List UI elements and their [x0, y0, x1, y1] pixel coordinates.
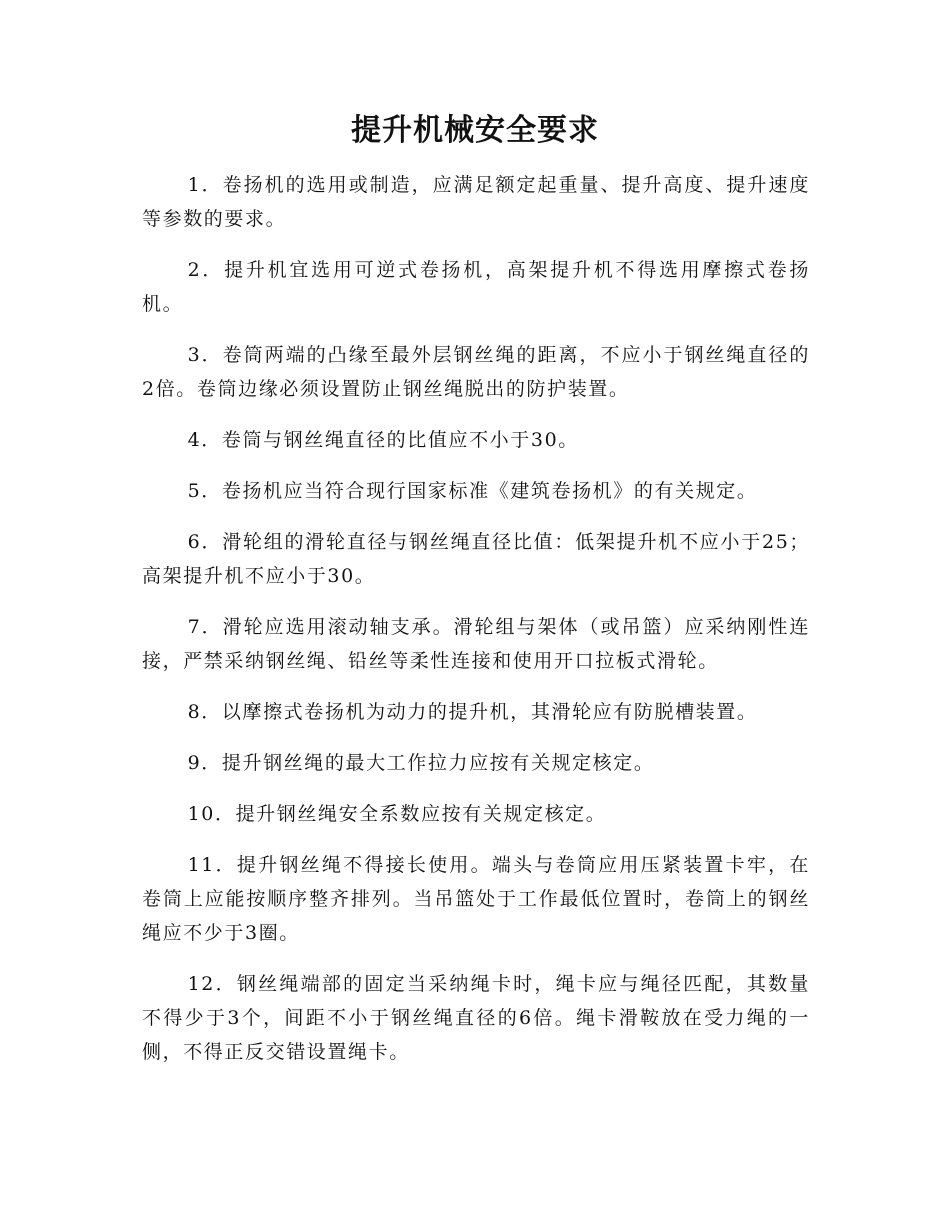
document-body [142, 168, 810, 1086]
paragraph-7: 7．滑轮应选用滚动轴支承。滑轮组与架体（或吊篮）应采纳刚性连接，严禁采纳钢丝绳、铅丝等柔性连接和使用开口拉板式滑轮。 [142, 616, 810, 672]
paragraph-6: 6．滑轮组的滑轮直径与钢丝绳直径比值：低架提升机不应小于25；高架提升机不应小于30。 [142, 531, 810, 587]
paragraph-3: 3．卷筒两端的凸缘至最外层钢丝绳的距离，不应小于钢丝绳直径的2倍。卷筒边缘必须设置防止钢丝绳脱出的防护装置。 [142, 344, 810, 400]
paragraph-10: 10．提升钢丝绳安全系数应按有关规定核定。 [187, 803, 607, 825]
paragraph-8: 8．以摩擦式卷扬机为动力的提升机，其滑轮应有防脱槽装置。 [187, 701, 758, 723]
paragraph-11: 11．提升钢丝绳不得接长使用。端头与卷筒应用压紧装置卡牢，在卷筒上应能按顺序整齐排列。当吊篮处于工作最低位置时，卷筒上的钢丝绳应不少于3圈。 [142, 854, 810, 944]
paragraph-2: 2．提升机宜选用可逆式卷扬机，高架提升机不得选用摩擦式卷扬机。 [142, 259, 810, 315]
paragraph-4: 4．卷筒与钢丝绳直径的比值应不小于30。 [187, 429, 579, 451]
paragraph-12: 12．钢丝绳端部的固定当采纳绳卡时，绳卡应与绳径匹配，其数量不得少于3个，间距不小于钢丝绳直径的6倍。绳卡滑鞍放在受力绳的一侧，不得正反交错设置绳卡。 [142, 973, 810, 1063]
document-title: 提升机械安全要求 [351, 113, 599, 148]
paragraph-9: 9．提升钢丝绳的最大工作拉力应按有关规定核定。 [187, 752, 655, 774]
paragraph-5: 5．卷扬机应当符合现行国家标准《建筑卷扬机》的有关规定。 [187, 480, 758, 502]
paragraph-1: 1．卷扬机的选用或制造，应满足额定起重量、提升高度、提升速度等参数的要求。 [142, 174, 810, 230]
